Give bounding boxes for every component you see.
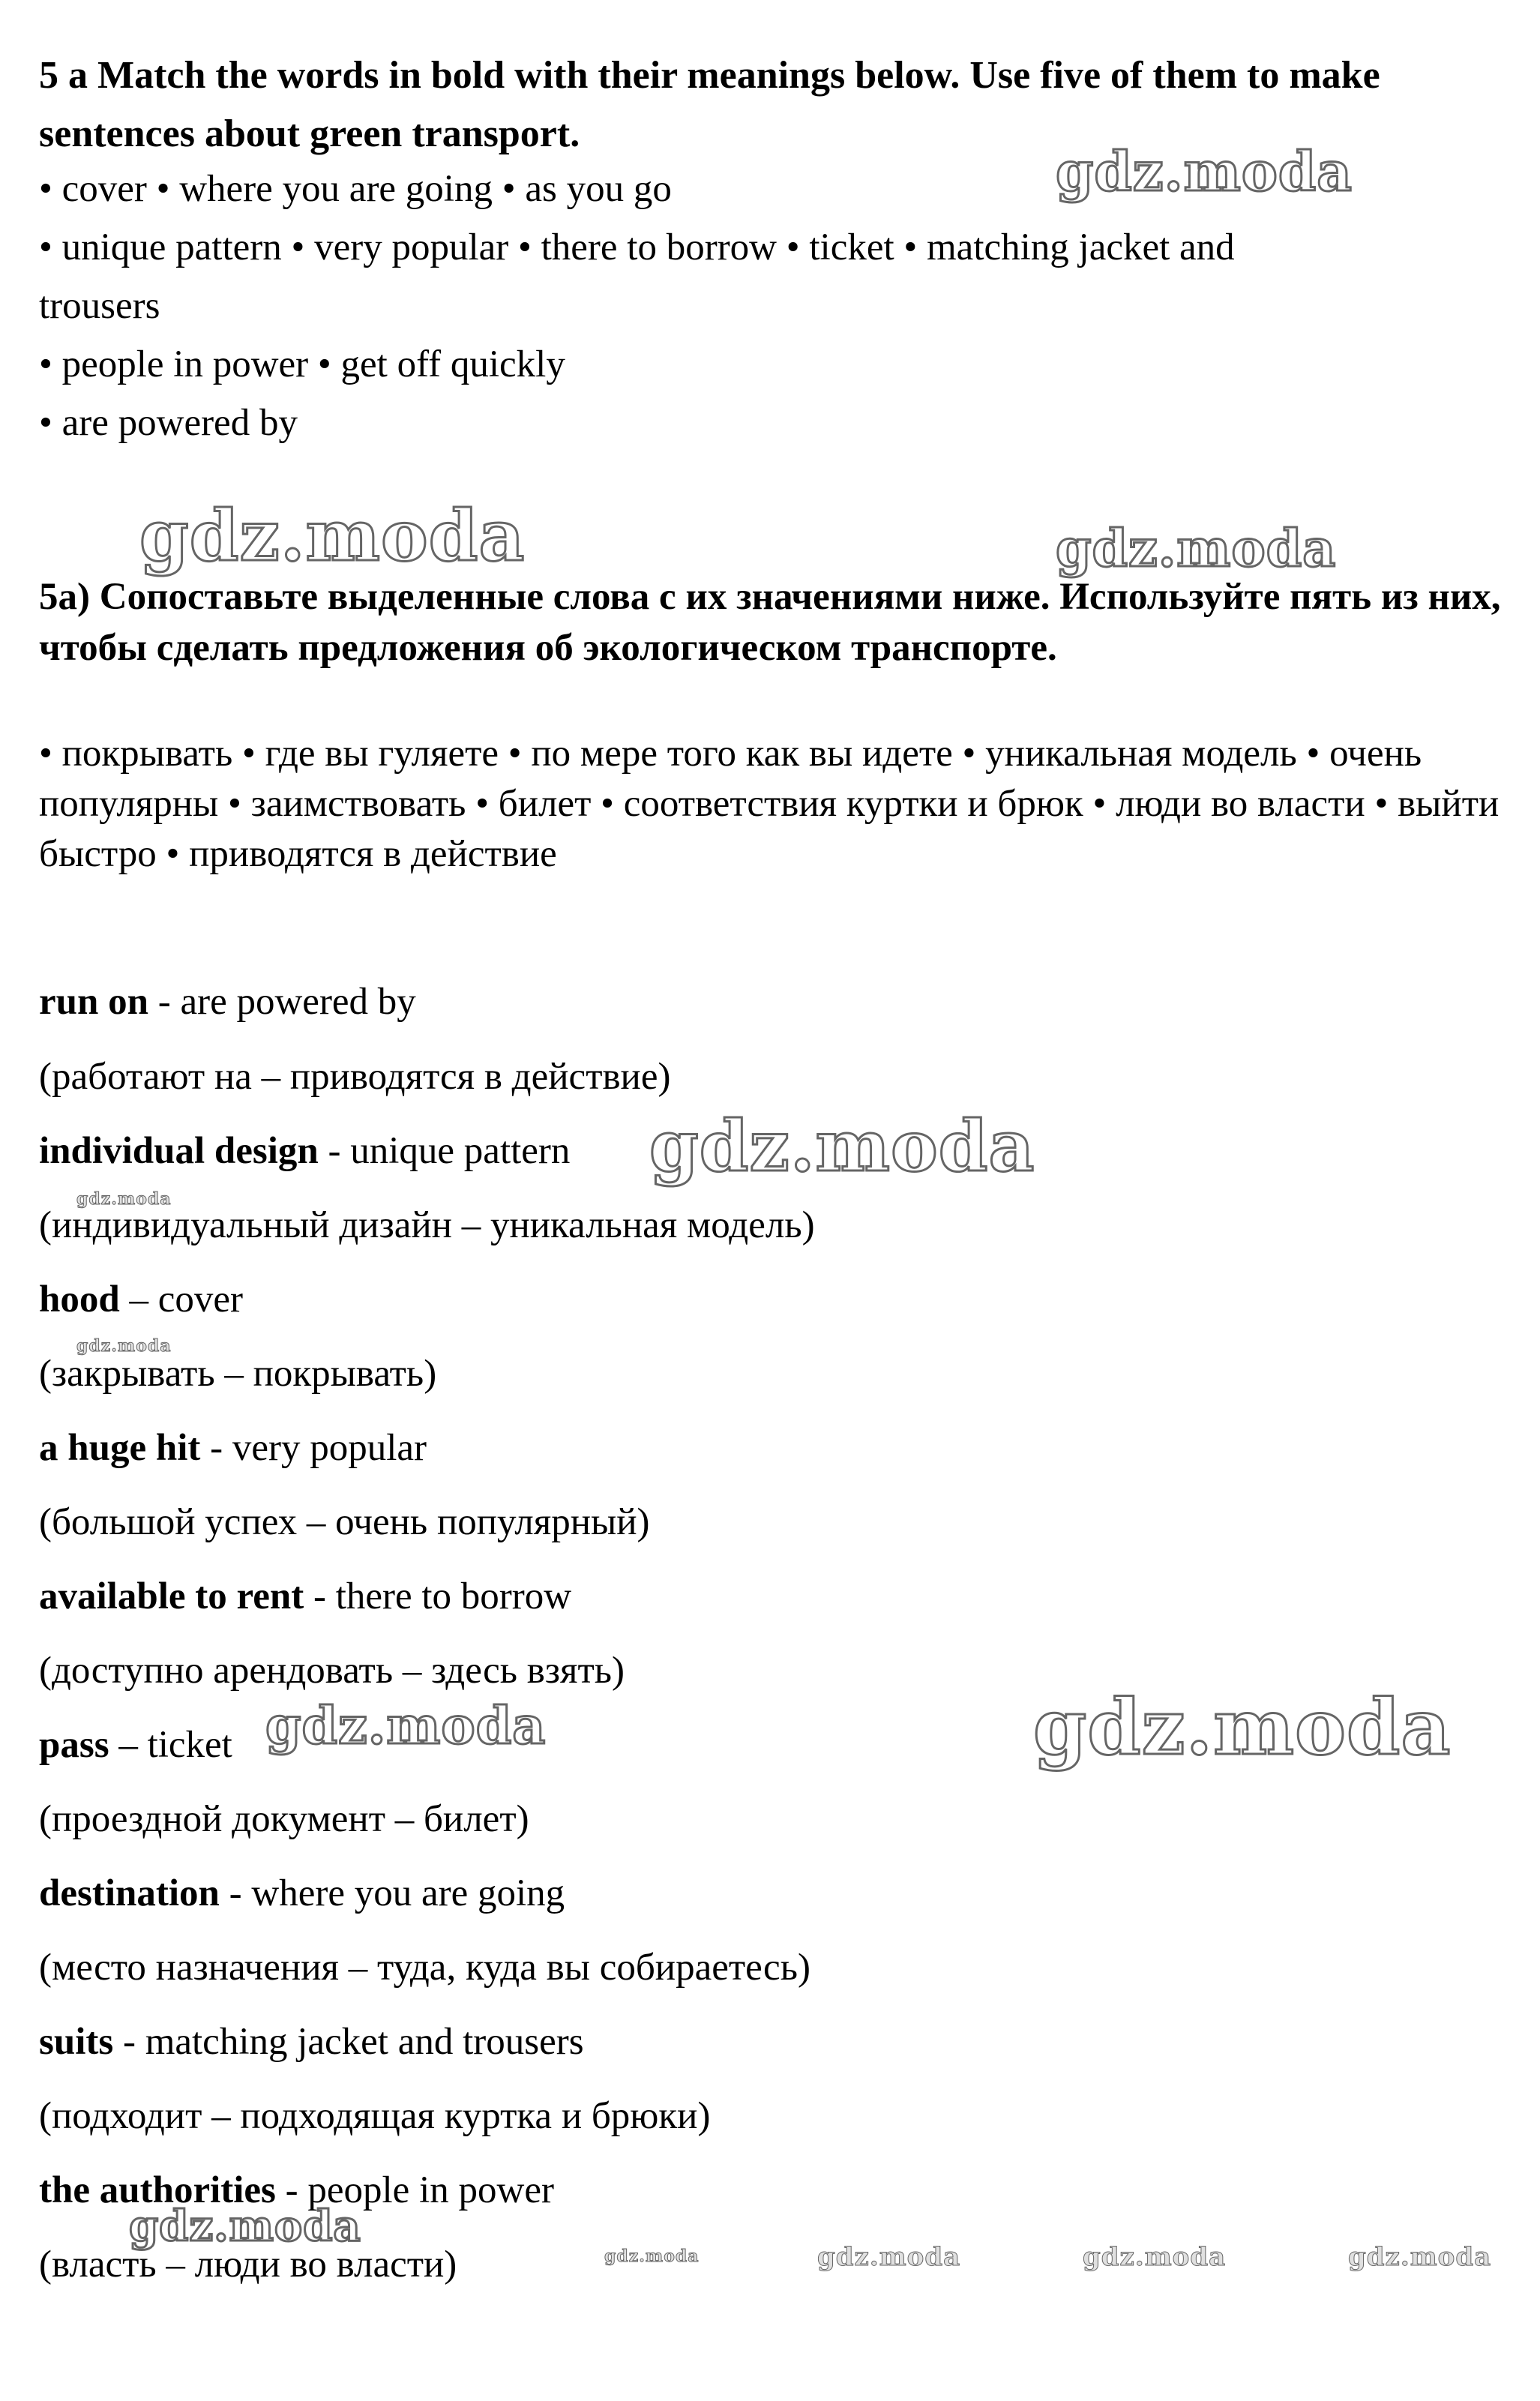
answer-separator: - bbox=[275, 2169, 308, 2211]
answer-term: available to rent bbox=[39, 1575, 304, 1617]
answer-term: run on bbox=[39, 981, 148, 1023]
answer-meaning: people in power bbox=[307, 2169, 554, 2211]
answer-separator: – bbox=[109, 1724, 148, 1766]
answer-meaning: cover bbox=[157, 1278, 243, 1320]
answer-translation: (проездной документ – билет) bbox=[39, 1798, 529, 1840]
answer-meaning: matching jacket and trousers bbox=[145, 2021, 584, 2063]
answer-item bbox=[39, 979, 416, 1024]
answer-item bbox=[39, 1574, 571, 1619]
answer-translation: (закрывать – покрывать) bbox=[39, 1353, 437, 1395]
answer-separator: - bbox=[304, 1575, 336, 1617]
answer-separator: - bbox=[219, 1872, 252, 1914]
answer-meaning: unique pattern bbox=[350, 1130, 571, 1172]
answer-separator: – bbox=[119, 1278, 158, 1320]
task-title-ru: 5а) Сопоставьте выделенные слова с их значениями ниже. Используйте пять из них, чтобы сделать предложения об экологическом транспорте. bbox=[39, 576, 1501, 669]
watermark: gdz.moda bbox=[1348, 2242, 1492, 2272]
answer-term: individual design bbox=[39, 1130, 319, 1172]
option-line-5: • are powered by bbox=[39, 402, 298, 444]
answer-item bbox=[39, 1129, 570, 1174]
answer-item bbox=[39, 1871, 565, 1916]
answer-translation: (власть – люди во власти) bbox=[39, 2244, 457, 2286]
answer-separator: - bbox=[318, 1130, 351, 1172]
watermark: gdz.moda bbox=[265, 1696, 547, 1756]
answer-separator: - bbox=[113, 2021, 145, 2063]
watermark: gdz.moda bbox=[76, 1336, 172, 1356]
answer-term: the authorities bbox=[39, 2169, 276, 2211]
answer-meaning: there to borrow bbox=[335, 1575, 572, 1617]
answer-translation: (подходит – подходящая куртка и брюки) bbox=[39, 2095, 711, 2137]
answer-meaning: ticket bbox=[147, 1724, 232, 1766]
option-line-4: • people in power • get off quickly bbox=[39, 343, 565, 385]
watermark: gdz.moda bbox=[1033, 1683, 1452, 1773]
answer-term: a huge hit bbox=[39, 1427, 201, 1469]
answer-term: destination bbox=[39, 1872, 220, 1914]
answer-item bbox=[39, 1277, 243, 1322]
watermark: gdz.moda bbox=[129, 2202, 361, 2251]
answer-translation: (место назначения – туда, куда вы собираетесь) bbox=[39, 1947, 810, 1989]
answer-term: pass bbox=[39, 1724, 109, 1766]
watermark: gdz.moda bbox=[604, 2247, 700, 2266]
answer-item bbox=[39, 1722, 232, 1767]
watermark: gdz.moda bbox=[649, 1105, 1035, 1188]
watermark: gdz.moda bbox=[139, 495, 526, 577]
answer-item bbox=[39, 2019, 584, 2064]
answer-meaning: are powered by bbox=[180, 981, 416, 1023]
answer-separator: - bbox=[148, 981, 181, 1023]
option-line-2: • unique pattern • very popular • there to borrow • ticket • matching jacket and bbox=[39, 226, 1235, 268]
answer-term: suits bbox=[39, 2021, 114, 2063]
task-title-en: 5 a Match the words in bold with their meanings below. Use five of them to make sentences about green transport. bbox=[39, 54, 1380, 155]
task-options-ru: • покрывать • где вы гуляете • по мере того как вы идете • уникальная модель • очень популярны • заимствовать • билет • соответствия куртки и брюк • люди во власти • выйти быстро • приводятся в действие bbox=[39, 733, 1500, 875]
answer-meaning: where you are going bbox=[251, 1872, 565, 1914]
answer-separator: - bbox=[200, 1427, 232, 1469]
answer-translation: (индивидуальный дизайн – уникальная модель) bbox=[39, 1204, 815, 1246]
answer-translation: (доступно арендовать – здесь взять) bbox=[39, 1650, 625, 1692]
answer-term: hood bbox=[39, 1278, 120, 1320]
answer-meaning: very popular bbox=[232, 1427, 427, 1469]
watermark: gdz.moda bbox=[817, 2242, 961, 2272]
option-line-3: trousers bbox=[39, 285, 160, 327]
watermark: gdz.moda bbox=[76, 1189, 172, 1209]
watermark: gdz.moda bbox=[1056, 139, 1353, 203]
answer-translation: (большой успех – очень популярный) bbox=[39, 1501, 650, 1543]
option-line-1: • cover • where you are going • as you go bbox=[39, 168, 672, 210]
answer-item bbox=[39, 1425, 427, 1470]
answer-translation: (работают на – приводятся в действие) bbox=[39, 1056, 671, 1098]
watermark: gdz.moda bbox=[1083, 2242, 1227, 2272]
watermark: gdz.moda bbox=[1056, 519, 1337, 579]
